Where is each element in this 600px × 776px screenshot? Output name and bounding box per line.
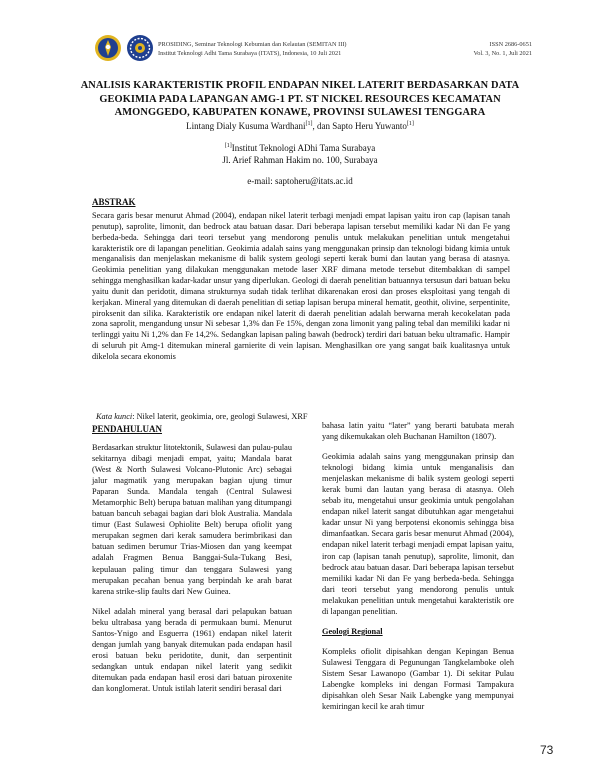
address: Jl. Arief Rahman Hakim no. 100, Surabaya <box>222 155 378 165</box>
right-column <box>322 420 514 721</box>
institution: Institut Teknologi ADhi Tama Surabaya <box>231 143 376 153</box>
right-paragraph-3: Kompleks ofiolit dipisahkan dengan Kepingan Benua Sulawesi Tenggara di Pegunungan Tangkelamboke oleh Sistem Sesar Lawanopo (Gambar 1). Di sekitar Pulau Labengke kompleks ini dengan Formasi Tampakura dipisahkan oleh Sesar Naik Labengke yang mempunyai kemiringan kecil ke arah timur <box>322 646 514 712</box>
email: e-mail: saptoheru@itats.ac.id <box>247 176 353 186</box>
abstract-heading: ABSTRAK <box>92 197 136 207</box>
author-connector: , dan Sapto Heru Yuwanto <box>312 121 407 131</box>
institution-line <box>60 142 540 154</box>
keywords-label: Kata kunci <box>96 412 133 421</box>
abstract-body: Secara garis besar menurut Ahmad (2004), endapan nikel laterit terbagi menjadi empat lapisan yaitu iron cap (lapisan tanah penutup), saprolite, limonit, dan bedrock atau batuan dasar. Dari beberapa lapisan tersebut memiliki kadar Ni dan Fe yang berbeda-beda. Sehingga dari teori tersebut yang mendorong penulis untuk melakukan penelitian untuk mengetahui karakteristik ore di lapangan penelitian. Geokimia adalah sains yang menggunakan prinsip dan teknologi bidang kimia untuk menganalisis dan menjelaskan mekanisme di balik system geologi seperti kerak bumi dan lautan yang berasa di atasnya. Geokimia penelitian yang dilakukan menggunakan metode laser XRF dimana metode tersebut ditembakkan di sampel sehingga menghasilkan kadar-kadar unsur yang diperlukan. Geologi di daerah penelitian batuannya tersusun dari batuan beku yaitu dunit dan peridotit, dimana strukturnya sudah tidak terlihat dikarenakan erosi dan proses eksploitasi yang tengah di kerjakan. Mineral yang ditemukan di daerah penelitian di setiap lapisan berupa mineral hematit, geothit, olivine, serpentinite, piroksenit dan silika. Karakteristik ore endapan nikel laterit di daerah penelitian adalah berwarna merah kecokelatan pada zona saprolit, mengandung unsur Ni sebesar 1,3% dan Fe 15%, dengan zona limonit yang paling tebal dan memiliki kadar ni terlinggi yaitu Ni 1,2% dan Fe 14,2%. Sedangkan lapisan paling bawah (bedrock) terdiri dari batuan beku ultramafic. Hampir di seluruh pit Amg-1 ditemukan mineral garnierite di vein lapisan. Menghasilkan ore yang sangat baik kualitasnya untuk dikelola secara ekonomis <box>92 211 510 361</box>
paper-title <box>60 79 540 120</box>
geologi-regional-heading: Geologi Regional <box>322 626 383 636</box>
volume: Vol. 3, No. 1, Juli 2021 <box>473 50 532 57</box>
author-2-affil: [1] <box>406 121 414 127</box>
left-column <box>92 442 292 703</box>
keywords-text: : Nikel laterit, geokimia, ore, geologi Sulawesi, XRF <box>132 412 308 421</box>
title-line-3: AMONGGEDO, KABUPATEN KONAWE, PROVINSI SULAWESI TENGGARA <box>114 107 486 118</box>
proceedings-header <box>158 40 458 58</box>
proceedings-line-1: PROSIDING, Seminar Teknologi Kebumian dan Kelautan (SEMITAN III) <box>158 41 347 48</box>
pendahuluan-paragraph-1: Berdasarkan struktur litotektonik, Sulawesi dan pulau-pulau sekitarnya dibagi menjadi empat, yaitu; Mandala barat (West & North Sulawesi Volcano-Plutonic Arc) sebagai jalur magmatik yang merupakan bagian ujung timur Paparan Sunda. Mandala tengah (Central Sulawesi Metamorphic Belt) berupa batuan malihan yang ditumpangi batuan bancuh sebagai bagian dari blok Australia. Mandala timur (East Sulawesi Ophiolite Belt) berupa ofiolit yang merupakan segmen dari kerak samudera berimbrikasi dan batuan sedimen berumur Trias-Miosen dan yang keempat adalah Fragmen Benua Banggai-Sula-Tukang Besi, kepulauan paling timur dan tenggara Sulawesi yang merupakan pecahan benua yang berpindah ke arah barat karena strike-slip faults dari New Guinea. <box>92 443 292 596</box>
pendahuluan-heading: PENDAHULUAN <box>92 424 163 434</box>
seminar-logo-icon <box>126 34 154 62</box>
issn-block <box>432 40 532 58</box>
title-line-2: GEOKIMIA PADA LAPANGAN AMG-1 PT. ST NICKEL RESOURCES KECAMATAN <box>99 93 501 105</box>
author-1-affil: [1] <box>305 121 313 127</box>
issn: ISSN 2686-0651 <box>489 41 532 48</box>
institution-affil: [1] <box>224 143 232 149</box>
author-line <box>60 120 540 132</box>
proceedings-line-2: Institut Teknologi Adhi Tama Surabaya (ITATS), Indonesia, 10 Juli 2021 <box>158 50 342 57</box>
page-number: 73 <box>540 743 554 757</box>
right-paragraph-2: Geokimia adalah sains yang menggunakan prinsip dan teknologi bidang kimia untuk menganalisis dan menjelaskan mekanisme di balik system geologi seperti kerak bumi dan lautan yang berasa di atasnya. Oleh sebab itu, mengetahui unsur geokimia untuk pengolahan endapan nikel laterit sangat dibutuhkan agar mengetahui kadar unsur Ni yang berpotensi ekonomis sehingga bisa dimanfaatkan. Secara garis besar menurut Ahmad (2004), endapan nikel laterit terbagi menjadi empat lapisan yaitu, iron cap (lapisan tanah penutup), saprolite, limonit, dan bedrock atau batuan dasar. Dari beberapa lapisan tersebut memiliki kadar Ni dan Fe yang berbeda-beda. Sehingga dari teori tersebut yang mendorong penulis untuk melakukan penelitian untuk mengetahui karakteristik ore di lapangan penelitian. <box>322 452 514 616</box>
author-1: Lintang Dialy Kusuma Wardhani <box>186 121 306 131</box>
right-paragraph-1: bahasa latin yaitu “later” yang berarti batubata merah yang dikemukakan oleh Buchanan Hamilton (1807). <box>322 421 514 442</box>
pendahuluan-paragraph-2: Nikel adalah mineral yang berasal dari pelapukan batuan beku ultrabasa yang berada di permukaan bumi. Menurut Santos-Ynigo and Esguerra (1961) endapan nikel laterit dengan jumlah yang banyak ditemukan pada endapan hasil erosi batuan beku peridotite, dunit, dan serpentinit sedangkan untuk endapan nikel laterit yang sedikit ditemukan pada endapan hasil erosi dari batuan piroxenite dan konglomerat. Untuk istilah laterit sendiri berasal dari <box>92 606 292 693</box>
university-logo-icon <box>94 34 122 62</box>
title-line-1: ANALISIS KARAKTERISTIK PROFIL ENDAPAN NIKEL LATERIT BERDASARKAN DATA <box>80 80 520 91</box>
